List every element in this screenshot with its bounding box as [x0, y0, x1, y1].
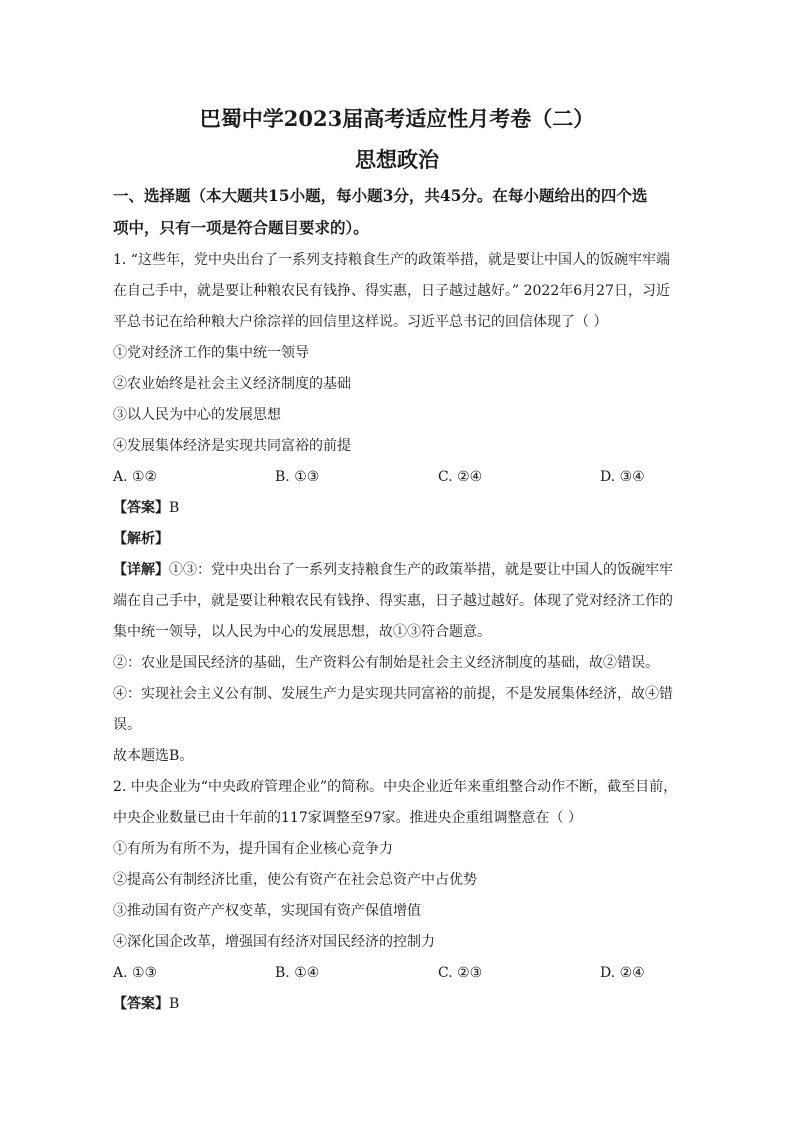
answer-tag: 【答案】 — [113, 500, 169, 516]
q1-analysis — [113, 529, 713, 549]
q1-item: ④发展集体经济是实现共同富裕的前提 — [113, 438, 351, 454]
q1-option-d: D. ③④ — [600, 469, 645, 485]
q2-item: ③推动国有资产产权变革，实现国有资产保值增值 — [113, 903, 421, 919]
answer-tag: 【答案】 — [113, 996, 169, 1012]
q1-item: ③以人民为中心的发展思想 — [113, 407, 281, 423]
q2-option-d: D. ②④ — [600, 965, 645, 981]
q1-detail-line: 误。 — [113, 717, 141, 733]
q2-option-c: C. ②③ — [438, 965, 483, 981]
q2-item: ②提高公有制经济比重，使公有资产在社会总资产中占优势 — [113, 872, 477, 888]
q1-option-b: B. ①③ — [275, 469, 320, 485]
subject-title: 思想政治 — [355, 147, 439, 172]
q1-option-c: C. ②④ — [438, 469, 483, 485]
q2-answer — [113, 994, 713, 1014]
q1-detail-line: ④：实现社会主义公有制、发展生产力是实现共同富裕的前提，不是发展集体经济，故④错 — [113, 686, 673, 702]
q2-stem-line: 2. 中央企业为“中央政府管理企业”的简称。中央企业近年来重组整合动作不断，截至目前， — [113, 779, 678, 795]
q1-stem-line: 平总书记在给种粮大户徐淙祥的回信里这样说。习近平总书记的回信体现了（ ） — [113, 314, 608, 330]
analysis-tag: 【解析】 — [113, 531, 169, 547]
q1-stem-line: 1. “这些年，党中央出台了一系列支持粮食生产的政策举措，就是要让中国人的饭碗牢牢端 — [113, 252, 670, 268]
q1-answer — [113, 498, 713, 518]
q1-conclusion: 故本题选B。 — [113, 748, 194, 764]
q2-stem-line: 中央企业数量已由十年前的117家调整至97家。推进央企重组调整意在（ ） — [113, 810, 582, 826]
exam-title: 巴蜀中学2023届高考适应性月考卷（二） — [199, 106, 595, 131]
q1-stem-line: 在自己手中，就是要让种粮农民有钱挣、得实惠，日子越过越好。” 2022年6月27日，习近 — [113, 283, 670, 299]
q2-item: ④深化国企改革，增强国有经济对国民经济的控制力 — [113, 934, 435, 950]
q1-detail-line: ②：农业是国民经济的基础，生产资料公有制始是社会主义经济制度的基础，故②错误。 — [113, 655, 659, 671]
q1-detail-line: 端在自己手中，就是要让种粮农民有钱挣、得实惠，日子越过越好。体现了党对经济工作的 — [113, 593, 673, 609]
q1-option-a: A. ①② — [113, 469, 158, 485]
q2-option-a: A. ①③ — [113, 965, 158, 981]
q1-item: ①党对经济工作的集中统一领导 — [113, 345, 309, 361]
q1-detail-line — [113, 560, 713, 580]
q1-item: ②农业始终是社会主义经济制度的基础 — [113, 376, 351, 392]
section-heading — [113, 180, 693, 244]
section-heading-line-2: 项中，只有一项是符合题目要求的）。 — [113, 218, 369, 237]
answer-value: B — [169, 500, 180, 516]
detail-text: ①③：党中央出台了一系列支持粮食生产的政策举措，就是要让中国人的饭碗牢牢 — [169, 562, 673, 578]
q2-option-b: B. ①④ — [275, 965, 320, 981]
detail-tag: 【详解】 — [113, 562, 169, 578]
answer-value: B — [169, 996, 180, 1012]
q1-detail-line: 集中统一领导，以人民为中心的发展思想，故①③符合题意。 — [113, 624, 491, 640]
section-heading-line-1: 一、选择题（本大题共15小题，每小题3分，共45分。在每小题给出的四个选 — [113, 186, 648, 205]
q2-item: ①有所为有所不为，提升国有企业核心竞争力 — [113, 841, 393, 857]
